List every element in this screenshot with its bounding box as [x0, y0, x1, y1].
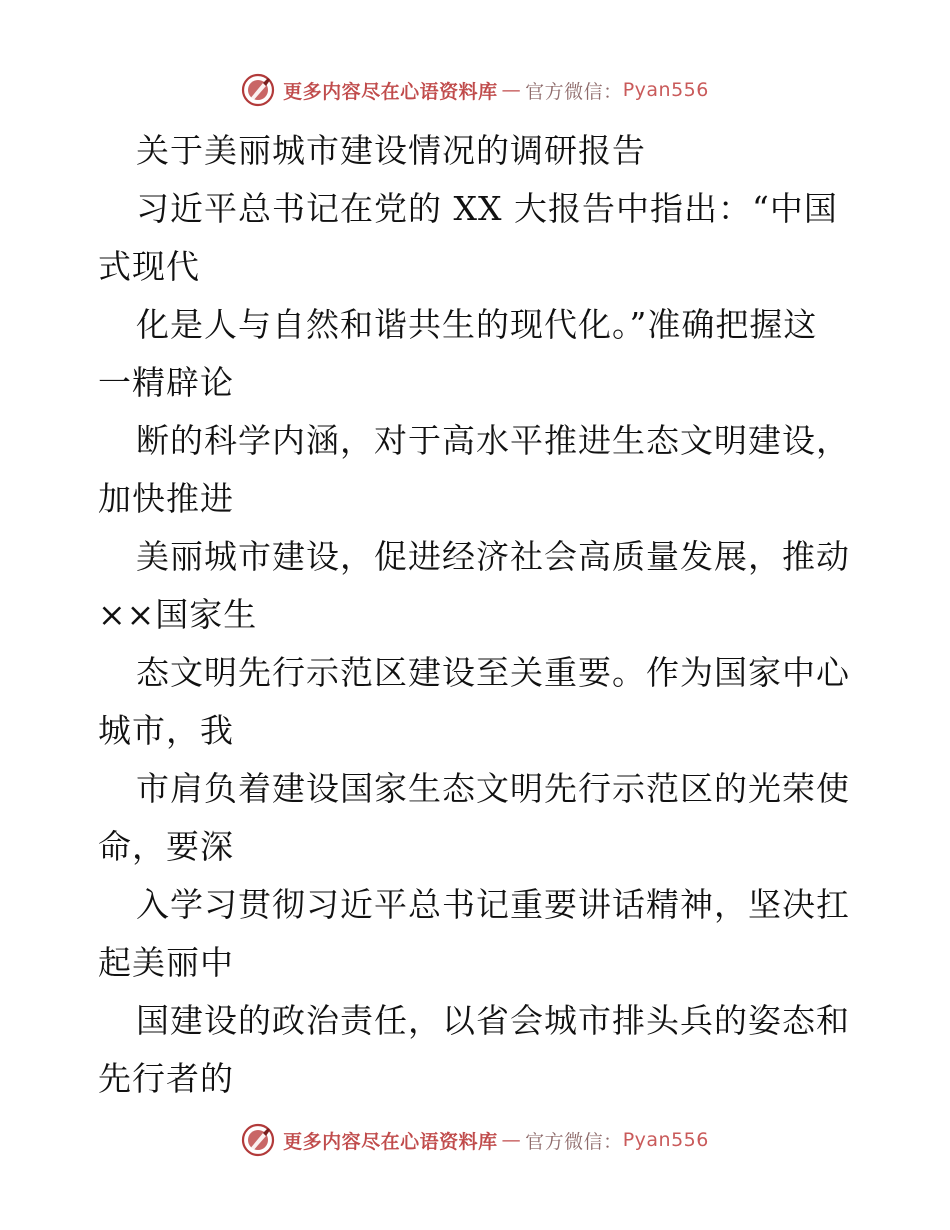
text-line: 态文明先行示范区建设至关重要。作为国家中心	[136, 653, 850, 692]
watermark-official: 官方微信：	[525, 1130, 623, 1153]
watermark-dash: —	[501, 1129, 522, 1151]
text-line: 化是人与自然和谐共生的现代化。”准确把握这	[136, 305, 818, 344]
text-line: ××国家生	[98, 595, 258, 634]
watermark-wechat-id: Pyan556	[622, 1129, 709, 1151]
document-body	[98, 122, 858, 1108]
text-line: 起美丽中	[98, 943, 234, 982]
text-line: 加快推进	[98, 479, 234, 518]
text-line: 命，要深	[98, 827, 234, 866]
pen-logo-icon	[241, 73, 275, 107]
text-line: 一精辟论	[98, 363, 234, 402]
text-line: 习近平总书记在党的 XX 大报告中指出：“中国	[136, 189, 838, 228]
text-line: 市肩负着建设国家生态文明先行示范区的光荣使	[136, 769, 850, 808]
watermark-brand: 更多内容尽在心语资料库	[283, 80, 498, 103]
watermark-wechat-id: Pyan556	[622, 79, 709, 101]
text-line: 先行者的	[98, 1059, 234, 1098]
watermark-text	[283, 77, 709, 104]
pen-logo-icon	[241, 1123, 275, 1157]
watermark-text	[283, 1127, 709, 1154]
text-line: 关于美丽城市建设情况的调研报告	[136, 131, 646, 170]
watermark-footer	[0, 1120, 950, 1160]
watermark-official: 官方微信：	[525, 80, 623, 103]
text-line: 断的科学内涵，对于高水平推进生态文明建设，	[136, 421, 850, 460]
text-line: 美丽城市建设，促进经济社会高质量发展，推动	[136, 537, 850, 576]
text-line: 城市，我	[98, 711, 234, 750]
watermark-dash: —	[501, 79, 522, 101]
text-line: 入学习贯彻习近平总书记重要讲话精神，坚决扛	[136, 885, 850, 924]
text-line: 国建设的政治责任，以省会城市排头兵的姿态和	[136, 1001, 850, 1040]
watermark-brand: 更多内容尽在心语资料库	[283, 1130, 498, 1153]
text-line: 式现代	[98, 247, 200, 286]
watermark-header	[0, 70, 950, 110]
